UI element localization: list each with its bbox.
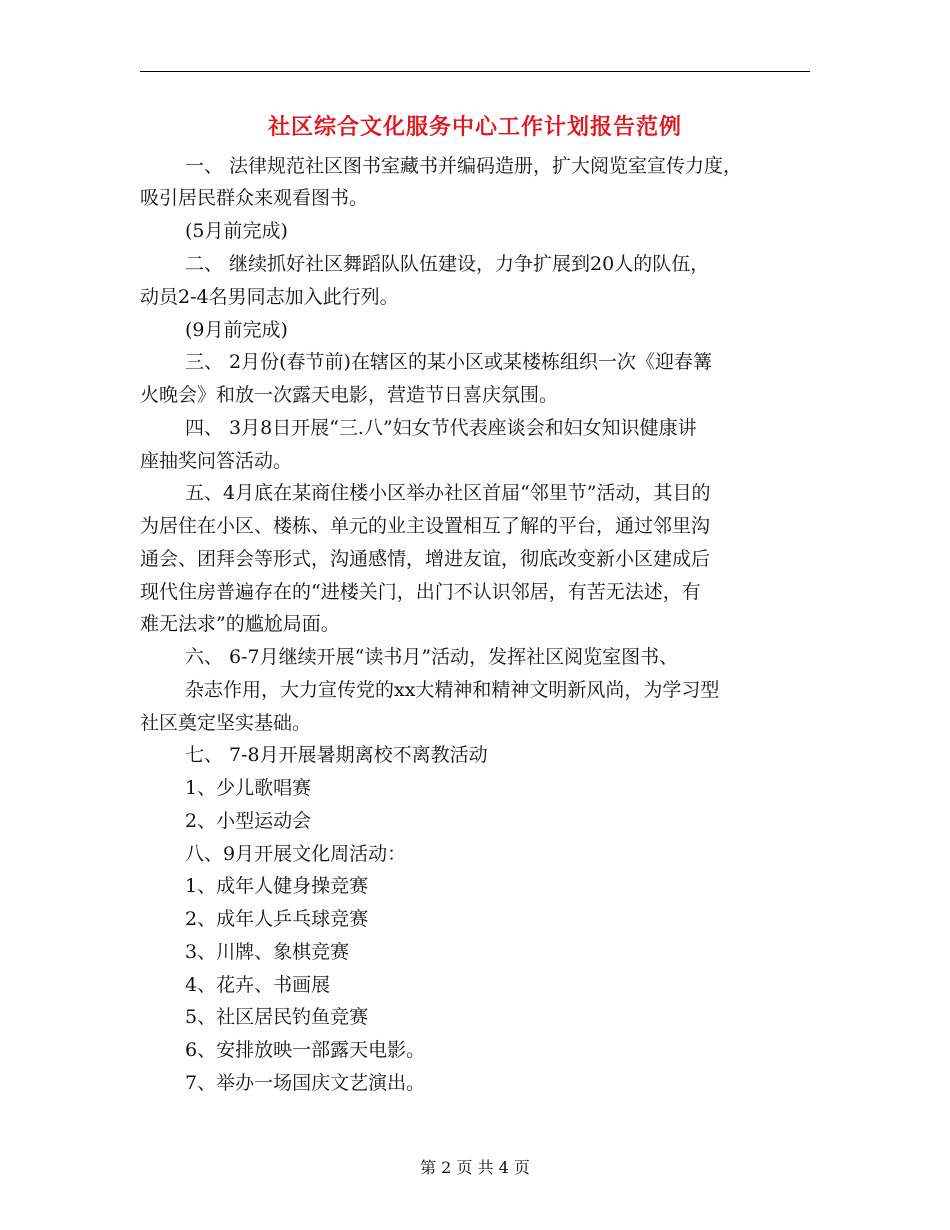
paragraph-line: 社区奠定坚实基础。 xyxy=(140,712,312,734)
paragraph-line: 座抽奖问答活动。 xyxy=(140,450,293,472)
paragraph-line: 通会、团拜会等形式，沟通感情，增进友谊，彻底改变新小区建成后 xyxy=(140,548,711,570)
list-item: 7、举办一场国庆文艺演出。 xyxy=(185,1072,426,1094)
paragraph-line: 吸引居民群众来观看图书。 xyxy=(140,187,369,209)
list-item: 2、成年人乒乓球竞赛 xyxy=(185,908,369,930)
list-item: 6、安排放映一部露天电影。 xyxy=(185,1039,426,1061)
paragraph-line: 八、9月开展文化周活动： xyxy=(185,843,407,865)
paragraph-line: 一、 法律规范社区图书室藏书并编码造册，扩大阅览室宣传力度， xyxy=(185,155,743,177)
header-rule xyxy=(140,71,810,72)
paragraph-line: 四、 3月8日开展“三.八”妇女节代表座谈会和妇女知识健康讲 xyxy=(185,417,697,439)
list-item: 1、成年人健身操竞赛 xyxy=(185,875,369,897)
paragraph-line: 火晚会》和放一次露天电影，营造节日喜庆氛围。 xyxy=(140,384,559,406)
paragraph-line: 二、 继续抓好社区舞蹈队队伍建设，力争扩展到20人的队伍， xyxy=(185,253,710,275)
list-item: 5、社区居民钓鱼竞赛 xyxy=(185,1006,369,1028)
paragraph-line: 五、4月底在某商住楼小区举办社区首届“邻里节”活动，其目的 xyxy=(185,482,711,504)
paragraph-line: 三、 2月份(春节前)在辖区的某小区或某楼栋组织一次《迎春篝 xyxy=(185,351,712,373)
paragraph-line: 六、 6-7月继续开展“读书月”活动，发挥社区阅览室图书、 xyxy=(185,646,679,668)
paragraph-line: 难无法求”的尴尬局面。 xyxy=(140,613,340,635)
paragraph-line: 动员2-4名男同志加入此行列。 xyxy=(140,286,399,308)
list-item: 4、花卉、书画展 xyxy=(185,974,331,996)
paragraph-line: 为居住在小区、楼栋、单元的业主设置相互了解的平台，通过邻里沟 xyxy=(140,515,711,537)
document-title: 社区综合文化服务中心工作计划报告范例 xyxy=(267,114,682,140)
list-item: 3、川牌、象棋竞赛 xyxy=(185,941,350,963)
page-footer: 第 2 页 共 4 页 xyxy=(420,1158,530,1177)
list-item: 1、少儿歌唱赛 xyxy=(185,777,312,799)
paragraph-line: 现代住房普遍存在的“进楼关门，出门不认识邻居，有苦无法述，有 xyxy=(140,581,701,603)
list-item: 2、小型运动会 xyxy=(185,810,312,832)
paragraph-line: 七、 7-8月开展暑期离校不离教活动 xyxy=(185,744,488,766)
paragraph-line: 杂志作用，大力宣传党的xx大精神和精神文明新风尚，为学习型 xyxy=(185,679,720,701)
paragraph-line: (5月前完成) xyxy=(185,220,288,242)
paragraph-line: (9月前完成) xyxy=(185,319,288,341)
